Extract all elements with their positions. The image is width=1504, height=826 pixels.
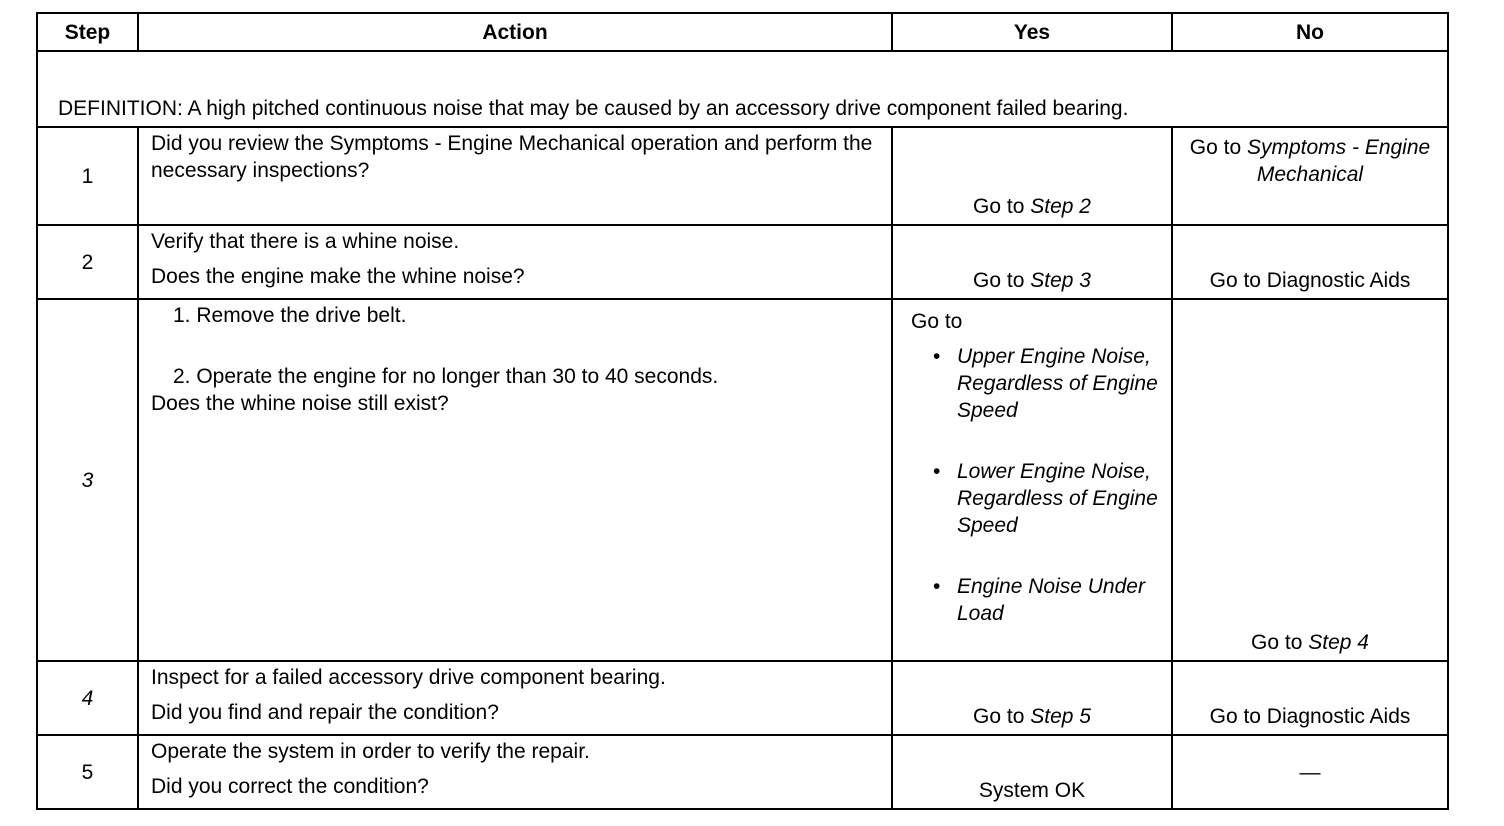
table-row [37, 661, 1448, 735]
yes-link[interactable]: Step 2 [1030, 195, 1091, 218]
action-cell [138, 127, 892, 225]
action-steps [151, 302, 881, 390]
step-number: 3 [37, 299, 138, 661]
action-text: Inspect for a failed accessory drive component bearing. [151, 666, 666, 689]
header-step: Step [37, 13, 138, 51]
table-row [37, 735, 1448, 809]
table-row [37, 127, 1448, 225]
yes-cell [892, 299, 1172, 661]
no-prefix: Go to [1189, 136, 1247, 159]
header-row [37, 13, 1448, 51]
yes-result: System OK [978, 779, 1086, 802]
definition-row [37, 51, 1448, 127]
no-link[interactable]: Step 4 [1308, 631, 1369, 654]
no-cell [1172, 661, 1448, 735]
no-cell [1172, 299, 1448, 661]
diagnostic-table [36, 12, 1449, 810]
step-number: 2 [37, 225, 138, 299]
yes-link[interactable]: Step 5 [1030, 705, 1091, 728]
step-number: 4 [37, 661, 138, 735]
yes-intro: Go to [911, 310, 963, 333]
no-cell [1172, 127, 1448, 225]
yes-link[interactable]: • Lower Engine Noise, Regardless of Engine Speed [933, 460, 1158, 537]
step-number: 1 [37, 127, 138, 225]
no-link[interactable]: Symptoms - Engine Mechanical [1246, 136, 1431, 186]
yes-ref-list [911, 343, 1163, 627]
header-yes: Yes [892, 13, 1172, 51]
yes-cell [892, 661, 1172, 735]
yes-link[interactable]: • Upper Engine Noise, Regardless of Engine Speed [933, 345, 1158, 422]
action-text: Operate the system in order to verify the repair. [151, 740, 590, 763]
yes-prefix: Go to [973, 705, 1031, 728]
table-row [37, 299, 1448, 661]
header-no: No [1172, 13, 1448, 51]
step-number: 5 [37, 735, 138, 809]
no-cell [1172, 735, 1448, 809]
yes-cell [892, 225, 1172, 299]
action-cell [138, 735, 892, 809]
no-link[interactable]: Go to Diagnostic Aids [1209, 269, 1411, 292]
definition-text: DEFINITION: A high pitched continuous noise that may be caused by an accessory drive component failed bearing. [37, 51, 1448, 127]
yes-cell [892, 127, 1172, 225]
action-question: Did you correct the condition? [151, 775, 429, 798]
no-cell [1172, 225, 1448, 299]
action-cell [138, 299, 892, 661]
action-step: 2. Operate the engine for no longer than 30 to 40 seconds. [173, 365, 719, 388]
action-question: Does the whine noise still exist? [151, 392, 449, 415]
bullet-icon: • [933, 460, 941, 483]
table-row [37, 225, 1448, 299]
action-text: Did you review the Symptoms - Engine Mechanical operation and perform the necessary inspections? [151, 132, 873, 182]
yes-link[interactable]: • Engine Noise Under Load [933, 575, 1145, 625]
action-step: 1. Remove the drive belt. [173, 304, 407, 327]
no-prefix: Go to [1251, 631, 1309, 654]
yes-prefix: Go to [973, 195, 1031, 218]
action-question: Did you find and repair the condition? [151, 701, 499, 724]
no-link[interactable]: Go to Diagnostic Aids [1209, 705, 1411, 728]
bullet-icon: • [933, 575, 941, 598]
action-cell [138, 225, 892, 299]
action-text: Verify that there is a whine noise. [151, 230, 460, 253]
no-result: — [1299, 760, 1321, 784]
bullet-icon: • [933, 345, 941, 368]
yes-link[interactable]: Step 3 [1030, 269, 1091, 292]
yes-prefix: Go to [973, 269, 1031, 292]
action-question: Does the engine make the whine noise? [151, 265, 525, 288]
action-cell [138, 661, 892, 735]
yes-cell [892, 735, 1172, 809]
header-action: Action [138, 13, 892, 51]
